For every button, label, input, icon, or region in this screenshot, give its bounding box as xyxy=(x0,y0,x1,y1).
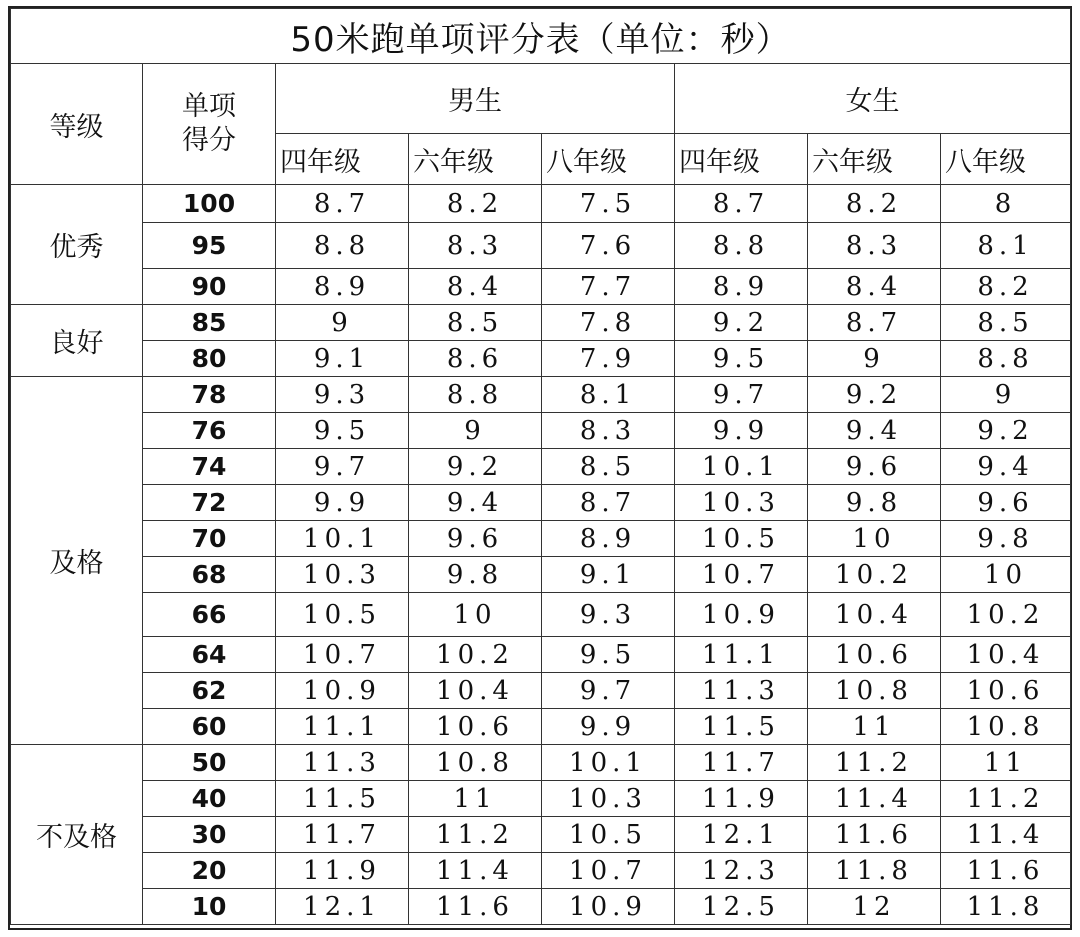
time-cell: 10.1 xyxy=(542,745,675,781)
time-cell: 8.8 xyxy=(409,377,542,413)
time-cell: 11 xyxy=(409,781,542,817)
table-row xyxy=(11,593,1071,637)
time-cell: 11 xyxy=(808,709,941,745)
time-cell: 10.3 xyxy=(276,557,409,593)
time-cell: 11.6 xyxy=(941,853,1071,889)
time-cell: 8.9 xyxy=(276,269,409,305)
table-body xyxy=(11,185,1071,925)
time-cell: 10.8 xyxy=(808,673,941,709)
score-cell: 76 xyxy=(143,413,276,449)
table-row xyxy=(11,781,1071,817)
score-cell: 40 xyxy=(143,781,276,817)
table-row xyxy=(11,557,1071,593)
time-cell: 10.8 xyxy=(941,709,1071,745)
grade-header: 四年级 xyxy=(675,134,808,185)
time-cell: 10.9 xyxy=(675,593,808,637)
time-cell: 10.2 xyxy=(409,637,542,673)
time-cell: 11 xyxy=(941,745,1071,781)
time-cell: 9.8 xyxy=(409,557,542,593)
score-header-line2: 得分 xyxy=(182,125,236,156)
time-cell: 9.5 xyxy=(675,341,808,377)
time-cell: 9 xyxy=(276,305,409,341)
time-cell: 12.1 xyxy=(675,817,808,853)
time-cell: 9.3 xyxy=(542,593,675,637)
time-cell: 10.1 xyxy=(276,521,409,557)
time-cell: 8.7 xyxy=(675,185,808,223)
time-cell: 10.2 xyxy=(808,557,941,593)
time-cell: 10.9 xyxy=(542,889,675,925)
table-row xyxy=(11,413,1071,449)
score-sheet xyxy=(8,6,1072,930)
time-cell: 9.5 xyxy=(276,413,409,449)
score-header xyxy=(143,64,276,185)
time-cell: 11.5 xyxy=(276,781,409,817)
time-cell: 7.5 xyxy=(542,185,675,223)
time-cell: 8.3 xyxy=(409,223,542,269)
time-cell: 10.4 xyxy=(941,637,1071,673)
level-cell: 不及格 xyxy=(11,745,143,925)
time-cell: 7.6 xyxy=(542,223,675,269)
score-cell: 68 xyxy=(143,557,276,593)
time-cell: 8.9 xyxy=(675,269,808,305)
time-cell: 7.8 xyxy=(542,305,675,341)
time-cell: 9.9 xyxy=(276,485,409,521)
time-cell: 9.6 xyxy=(409,521,542,557)
grade-header: 八年级 xyxy=(542,134,675,185)
time-cell: 9.2 xyxy=(941,413,1071,449)
table-title: 50米跑单项评分表（单位：秒） xyxy=(11,9,1071,64)
time-cell: 8.8 xyxy=(941,341,1071,377)
time-cell: 12 xyxy=(808,889,941,925)
time-cell: 11.1 xyxy=(675,637,808,673)
time-cell: 9.4 xyxy=(409,485,542,521)
time-cell: 10.7 xyxy=(542,853,675,889)
score-cell: 20 xyxy=(143,853,276,889)
level-header: 等级 xyxy=(11,64,143,185)
grade-header: 六年级 xyxy=(409,134,542,185)
time-cell: 8.7 xyxy=(808,305,941,341)
level-cell: 及格 xyxy=(11,377,143,745)
time-cell: 8.6 xyxy=(409,341,542,377)
score-cell: 78 xyxy=(143,377,276,413)
time-cell: 10 xyxy=(808,521,941,557)
time-cell: 9.7 xyxy=(675,377,808,413)
score-cell: 74 xyxy=(143,449,276,485)
score-cell: 95 xyxy=(143,223,276,269)
level-cell: 良好 xyxy=(11,305,143,377)
level-cell: 优秀 xyxy=(11,185,143,305)
table-row xyxy=(11,521,1071,557)
time-cell: 8.3 xyxy=(542,413,675,449)
time-cell: 10.5 xyxy=(675,521,808,557)
score-cell: 90 xyxy=(143,269,276,305)
score-cell: 62 xyxy=(143,673,276,709)
table-row xyxy=(11,305,1071,341)
time-cell: 9.9 xyxy=(542,709,675,745)
time-cell: 10.4 xyxy=(409,673,542,709)
time-cell: 10.5 xyxy=(542,817,675,853)
table-row xyxy=(11,745,1071,781)
table-row xyxy=(11,185,1071,223)
time-cell: 8.5 xyxy=(941,305,1071,341)
time-cell: 10.4 xyxy=(808,593,941,637)
time-cell: 12.5 xyxy=(675,889,808,925)
time-cell: 9.6 xyxy=(808,449,941,485)
time-cell: 10 xyxy=(409,593,542,637)
time-cell: 10.6 xyxy=(941,673,1071,709)
time-cell: 8.2 xyxy=(409,185,542,223)
time-cell: 7.7 xyxy=(542,269,675,305)
score-cell: 64 xyxy=(143,637,276,673)
time-cell: 10.3 xyxy=(542,781,675,817)
time-cell: 9.2 xyxy=(808,377,941,413)
time-cell: 8.2 xyxy=(808,185,941,223)
time-cell: 10.6 xyxy=(808,637,941,673)
time-cell: 11.9 xyxy=(675,781,808,817)
time-cell: 11.2 xyxy=(941,781,1071,817)
time-cell: 8.3 xyxy=(808,223,941,269)
grade-header: 八年级 xyxy=(941,134,1071,185)
score-cell: 50 xyxy=(143,745,276,781)
time-cell: 11.4 xyxy=(941,817,1071,853)
table-row xyxy=(11,889,1071,925)
time-cell: 11.2 xyxy=(409,817,542,853)
time-cell: 9 xyxy=(941,377,1071,413)
time-cell: 8.1 xyxy=(542,377,675,413)
time-cell: 11.7 xyxy=(276,817,409,853)
time-cell: 8.7 xyxy=(276,185,409,223)
time-cell: 11.1 xyxy=(276,709,409,745)
time-cell: 11.6 xyxy=(808,817,941,853)
score-cell: 72 xyxy=(143,485,276,521)
time-cell: 11.9 xyxy=(276,853,409,889)
table-row xyxy=(11,269,1071,305)
time-cell: 9.9 xyxy=(675,413,808,449)
time-cell: 9 xyxy=(409,413,542,449)
table-row xyxy=(11,709,1071,745)
time-cell: 8.4 xyxy=(808,269,941,305)
time-cell: 12.1 xyxy=(276,889,409,925)
time-cell: 9.4 xyxy=(941,449,1071,485)
time-cell: 10.5 xyxy=(276,593,409,637)
score-header-line1: 单项 xyxy=(182,91,236,122)
score-cell: 66 xyxy=(143,593,276,637)
time-cell: 8.4 xyxy=(409,269,542,305)
grade-header: 六年级 xyxy=(808,134,941,185)
time-cell: 10.3 xyxy=(675,485,808,521)
time-cell: 10.7 xyxy=(276,637,409,673)
time-cell: 9.4 xyxy=(808,413,941,449)
time-cell: 8.5 xyxy=(409,305,542,341)
time-cell: 11.3 xyxy=(276,745,409,781)
time-cell: 11.7 xyxy=(675,745,808,781)
time-cell: 11.8 xyxy=(808,853,941,889)
time-cell: 11.3 xyxy=(675,673,808,709)
time-cell: 9.3 xyxy=(276,377,409,413)
score-cell: 80 xyxy=(143,341,276,377)
score-cell: 100 xyxy=(143,185,276,223)
score-cell: 70 xyxy=(143,521,276,557)
time-cell: 8.8 xyxy=(675,223,808,269)
time-cell: 9.2 xyxy=(675,305,808,341)
time-cell: 10.7 xyxy=(675,557,808,593)
time-cell: 9.8 xyxy=(941,521,1071,557)
time-cell: 10.1 xyxy=(675,449,808,485)
time-cell: 9.2 xyxy=(409,449,542,485)
time-cell: 9.7 xyxy=(542,673,675,709)
time-cell: 9.1 xyxy=(276,341,409,377)
time-cell: 9 xyxy=(808,341,941,377)
time-cell: 10.9 xyxy=(276,673,409,709)
table-row xyxy=(11,377,1071,413)
score-table xyxy=(10,8,1071,925)
table-row xyxy=(11,341,1071,377)
time-cell: 8.5 xyxy=(542,449,675,485)
time-cell: 9.7 xyxy=(276,449,409,485)
score-cell: 85 xyxy=(143,305,276,341)
time-cell: 12.3 xyxy=(675,853,808,889)
male-header: 男生 xyxy=(276,64,675,134)
table-row xyxy=(11,637,1071,673)
grade-header: 四年级 xyxy=(276,134,409,185)
table-row xyxy=(11,673,1071,709)
table-row xyxy=(11,485,1071,521)
time-cell: 11.2 xyxy=(808,745,941,781)
time-cell: 8.2 xyxy=(941,269,1071,305)
female-header: 女生 xyxy=(675,64,1071,134)
time-cell: 7.9 xyxy=(542,341,675,377)
score-cell: 60 xyxy=(143,709,276,745)
time-cell: 9.6 xyxy=(941,485,1071,521)
time-cell: 9.5 xyxy=(542,637,675,673)
time-cell: 11.6 xyxy=(409,889,542,925)
table-row xyxy=(11,223,1071,269)
table-row xyxy=(11,853,1071,889)
time-cell: 11.4 xyxy=(808,781,941,817)
time-cell: 11.8 xyxy=(941,889,1071,925)
time-cell: 10 xyxy=(941,557,1071,593)
time-cell: 9.1 xyxy=(542,557,675,593)
table-row xyxy=(11,449,1071,485)
time-cell: 8.1 xyxy=(941,223,1071,269)
score-cell: 30 xyxy=(143,817,276,853)
time-cell: 10.6 xyxy=(409,709,542,745)
time-cell: 10.8 xyxy=(409,745,542,781)
time-cell: 11.4 xyxy=(409,853,542,889)
time-cell: 10.2 xyxy=(941,593,1071,637)
time-cell: 9.8 xyxy=(808,485,941,521)
time-cell: 11.5 xyxy=(675,709,808,745)
time-cell: 8.9 xyxy=(542,521,675,557)
time-cell: 8 xyxy=(941,185,1071,223)
score-cell: 10 xyxy=(143,889,276,925)
time-cell: 8.8 xyxy=(276,223,409,269)
table-row xyxy=(11,817,1071,853)
time-cell: 8.7 xyxy=(542,485,675,521)
